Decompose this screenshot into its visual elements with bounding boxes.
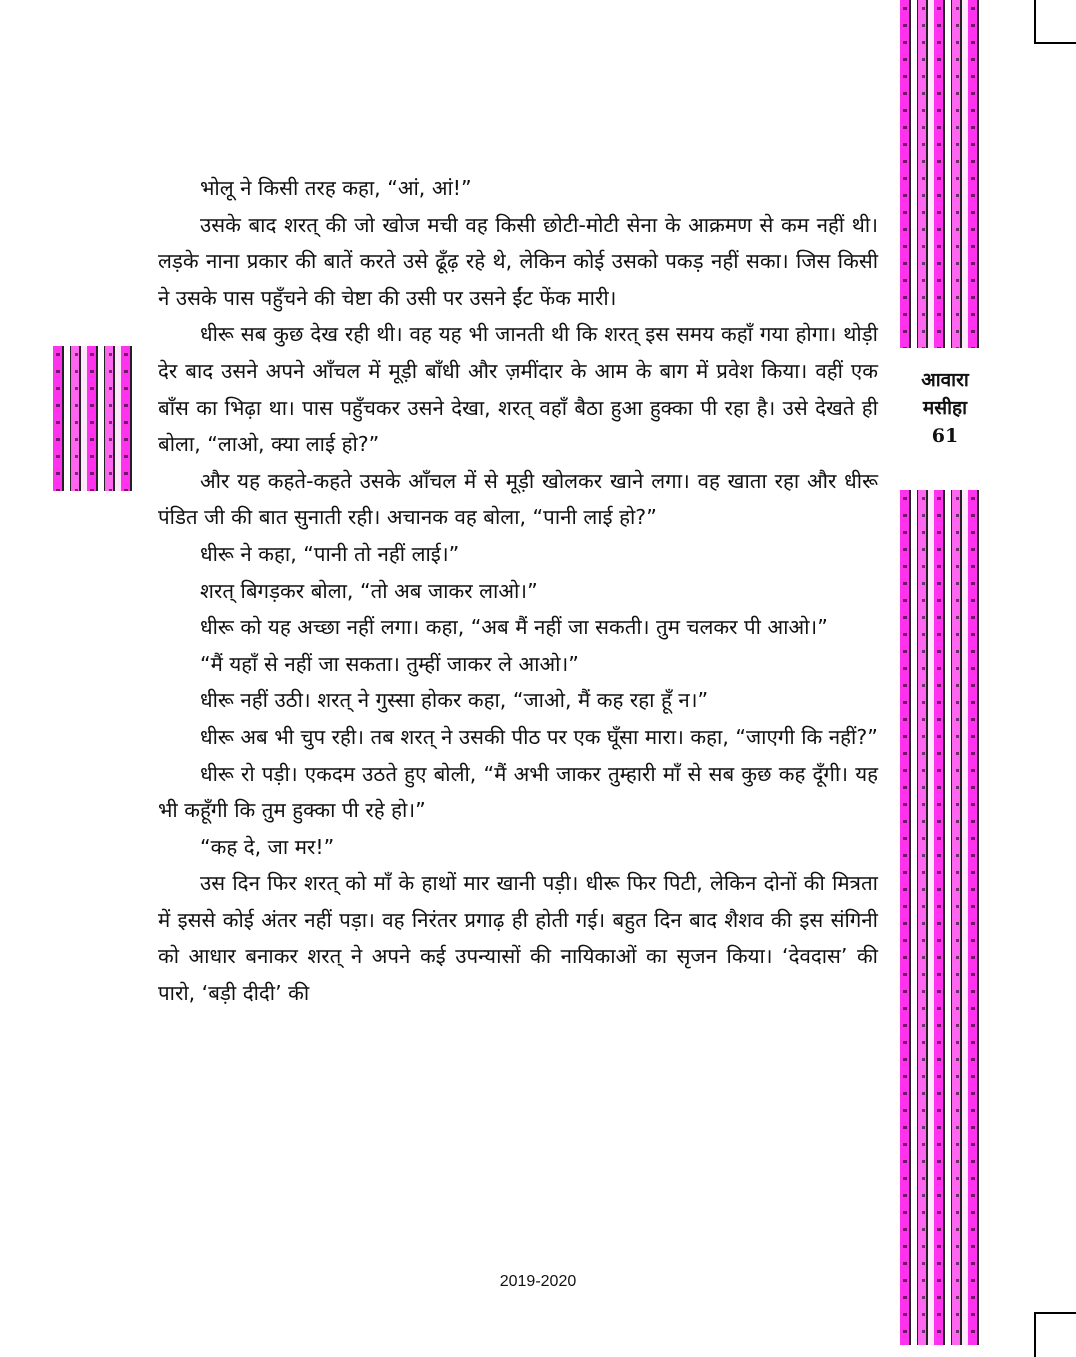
body-text bbox=[158, 170, 878, 1012]
paragraph: धीरू रो पड़ी। एकदम उठते हुए बोली, “मैं अभी जाकर तुम्हारी माँ से सब कुछ कह दूँगी। यह भी कहूँगी कि तुम हुक्का पी रहे हो।” bbox=[158, 761, 878, 823]
paragraph: भोलू ने किसी तरह कहा, “आं, आं!” bbox=[200, 176, 472, 200]
chapter-title-line1: आवारा bbox=[921, 369, 969, 391]
decorative-border-left bbox=[53, 346, 133, 491]
decorative-border-right bbox=[900, 490, 980, 1345]
paragraph: धीरू अब भी चुप रही। तब शरत् ने उसकी पीठ पर एक घूँसा मारा। कहा, “जाएगी कि नहीं?” bbox=[200, 724, 878, 749]
page-number: 61 bbox=[931, 425, 959, 447]
paragraph: उसके बाद शरत् की जो खोज मची वह किसी छोटी-मोटी सेना के आक्रमण से कम नहीं थी। लड़के नाना प्रकार की बातें करते उसे ढूँढ़ रहे थे, लेकिन कोई उसको पकड़ नहीं सका। जिस किसी ने उसके पास पहुँचने की चेष्टा की उसी पर उसने ईंट फेंक मारी। bbox=[158, 212, 878, 310]
paragraph: धीरू ने कहा, “पानी तो नहीं लाई।” bbox=[200, 541, 460, 566]
paragraph: शरत् बिगड़कर बोला, “तो अब जाकर लाओ।” bbox=[200, 578, 538, 603]
decorative-border-top bbox=[900, 0, 980, 348]
crop-mark-bottom bbox=[1034, 1312, 1076, 1357]
paragraph: “कह दे, जा मर!” bbox=[200, 834, 335, 859]
paragraph: धीरू नहीं उठी। शरत् ने गुस्सा होकर कहा, “जाओ, मैं कह रहा हूँ न।” bbox=[200, 688, 709, 713]
paragraph: “मैं यहाँ से नहीं जा सकता। तुम्हीं जाकर ले आओ।” bbox=[200, 651, 579, 676]
chapter-title-line2: मसीहा bbox=[922, 397, 968, 419]
chapter-side-label bbox=[905, 366, 985, 450]
paragraph: उस दिन फिर शरत् को माँ के हाथों मार खानी पड़ी। धीरू फिर पिटी, लेकिन दोनों की मित्रता में इससे कोई अंतर नहीं पड़ा। वह निरंतर प्रगाढ़ ही होती गई। बहुत दिन बाद शैशव की इस संगिनी को आधार बनाकर शरत् ने अपने कई उपन्यासों की नायिकाओं का सृजन किया। ‘देवदास’ की पारो, ‘बड़ी दीदी’ की bbox=[158, 871, 878, 1006]
crop-mark-top bbox=[1034, 0, 1076, 44]
paragraph: और यह कहते-कहते उसके आँचल में से मूड़ी खोलकर खाने लगा। वह खाता रहा और धीरू पंडित जी की बात सुनाती रही। अचानक वह बोला, “पानी लाई हो?” bbox=[158, 468, 878, 530]
footer-year: 2019-2020 bbox=[499, 1273, 577, 1290]
paragraph: धीरू को यह अच्छा नहीं लगा। कहा, “अब मैं नहीं जा सकती। तुम चलकर पी आओ।” bbox=[200, 615, 828, 640]
paragraph: धीरू सब कुछ देख रही थी। वह यह भी जानती थी कि शरत् इस समय कहाँ गया होगा। थोड़ी देर बाद उसने अपने आँचल में मूड़ी बाँधी और ज़मींदार के आम के बाग में प्रवेश किया। वहीं एक बाँस का भिढ़ा था। पास पहुँचकर उसने देखा, शरत् वहाँ बैठा हुआ हुक्का पी रहा है। उसे देखते ही बोला, “लाओ, क्या लाई हो?” bbox=[158, 322, 878, 457]
